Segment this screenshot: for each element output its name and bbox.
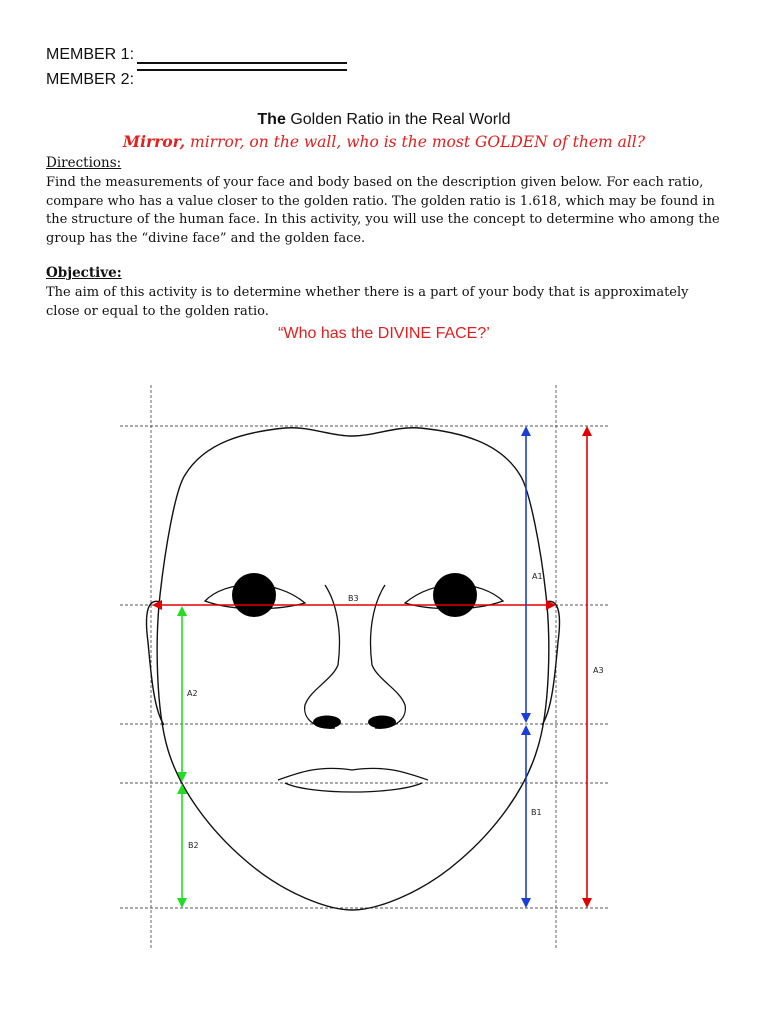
golden-ratio-face-diagram (0, 380, 768, 960)
page-title-bold: The (257, 111, 286, 128)
page-subtitle-bold: Mirror, (122, 132, 186, 151)
member-1-line (137, 62, 347, 64)
objective-text: The aim of this activity is to determine whether there is a part of your body that is approximately close or equal to the golden ratio. (46, 285, 689, 319)
label-a1: A1 (532, 572, 543, 581)
member-2-label: MEMBER 2: (46, 71, 135, 88)
label-a3: A3 (593, 666, 604, 675)
lips (278, 768, 428, 792)
right-pupil (433, 573, 477, 617)
divine-face-title: “Who has the DIVINE FACE?’ (278, 325, 490, 342)
page-subtitle (0, 132, 768, 151)
member-1-label: MEMBER 1: (46, 46, 135, 63)
right-nostril (368, 716, 396, 729)
label-b1: B1 (531, 808, 542, 817)
directions-heading: Directions: (46, 155, 122, 171)
nose (305, 585, 406, 728)
guide-lines (120, 385, 608, 950)
page-title (0, 111, 768, 129)
left-nostril (313, 716, 341, 729)
page-title-rest: Golden Ratio in the Real World (290, 111, 511, 128)
label-b3: B3 (348, 594, 359, 603)
label-a2: A2 (187, 689, 198, 698)
label-b2: B2 (188, 841, 199, 850)
page-subtitle-rest: mirror, on the wall, who is the most GOLDEN of them all? (190, 133, 646, 151)
left-ear (147, 601, 165, 725)
face-outline (147, 428, 560, 910)
objective-heading: Objective: (46, 265, 122, 281)
left-pupil (232, 573, 276, 617)
directions-text: Find the measurements of your face and body based on the description given below. For each ratio, compare who has a value closer to the golden ratio. The golden ratio is 1.618, which may be found in the structure of the human face. In this activity, you will use the concept to determine who among the group has the “divine face” and the golden face. (46, 175, 720, 246)
member-2-line (137, 69, 347, 71)
right-ear (542, 601, 560, 725)
